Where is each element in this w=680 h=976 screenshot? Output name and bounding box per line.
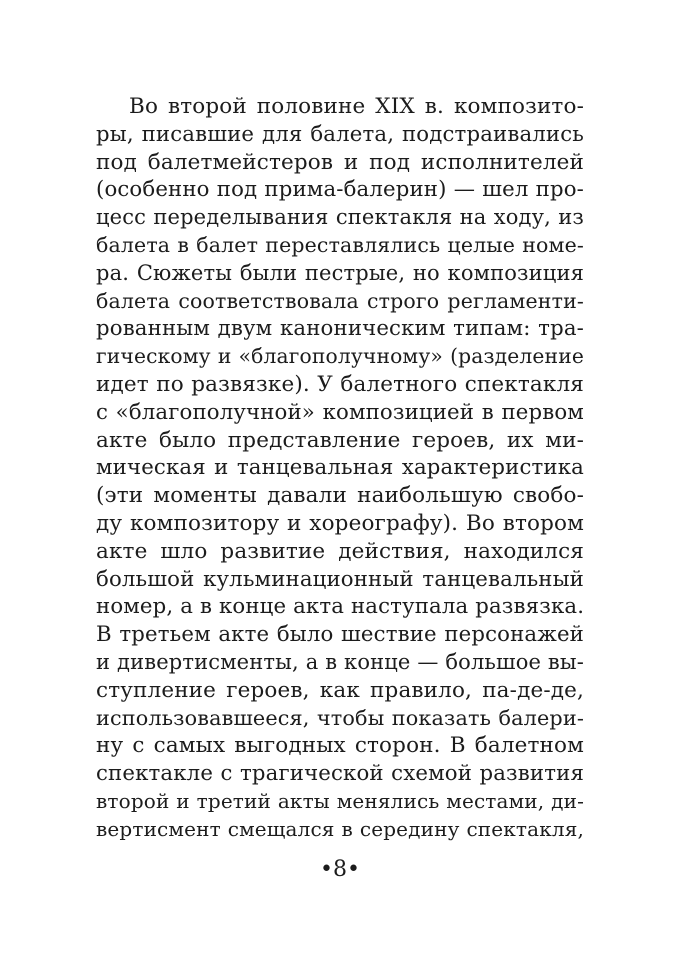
text-line: идет по развязке). У балетного спектакля [96,371,584,397]
text-line: под балетмейстеров и под исполнителей [96,149,584,175]
text-line: гическому и «благополучному» (разделение [96,344,584,369]
text-line: вертисмент смещался в середину спектакля, [96,816,584,841]
text-line: спектакле с трагической схемой развития [96,761,584,787]
text-line: цесс переделывания спектакля на ходу, из [96,205,584,230]
text-line: ду композитору и хореографу). Во втором [96,510,584,536]
text-line: акте было представление героев, их ми- [96,427,584,453]
text-line: (особенно под прима-балерин) — шел про- [96,177,584,203]
text-line: акте шло развитие действия, находился [96,538,584,564]
text-line: ну с самых выгодных сторон. В балетном [96,733,584,759]
text-line: (эти моменты давали наибольшую свобо- [96,483,584,509]
text-line: номер, а в конце акта наступала развязка. [96,594,585,620]
text-line: большой кульминационный танцевальный [96,566,584,592]
text-line: ра. Сюжеты были пестрые, но композиция [96,260,584,285]
text-line: балета в балет переставлялись целые номе- [96,232,584,257]
text-line: мическая и танцевальная характеристика [96,455,584,481]
body-text [96,93,584,844]
text-line: ступление героев, как правило, па-де-де, [96,677,584,703]
text-line: и дивертисменты, а в конце — большое вы- [96,649,584,674]
text-line: балета соответствовала строго регламенти- [96,288,584,313]
text-line: Во второй половине XIX в. композито- [129,94,584,119]
text-line: ры, писавшие для балета, подстраивались [96,121,584,147]
text-line: В третьем акте было шествие персонажей [96,622,584,648]
text-line: второй и третий акты менялись местами, ди- [96,788,584,813]
text-line: использовавшееся, чтобы показать балери- [96,705,584,730]
text-line: рованным двум каноническим типам: тра- [96,316,584,342]
page-number: •8• [320,857,360,882]
text-line: с «благополучной» композицией в первом [96,399,584,425]
